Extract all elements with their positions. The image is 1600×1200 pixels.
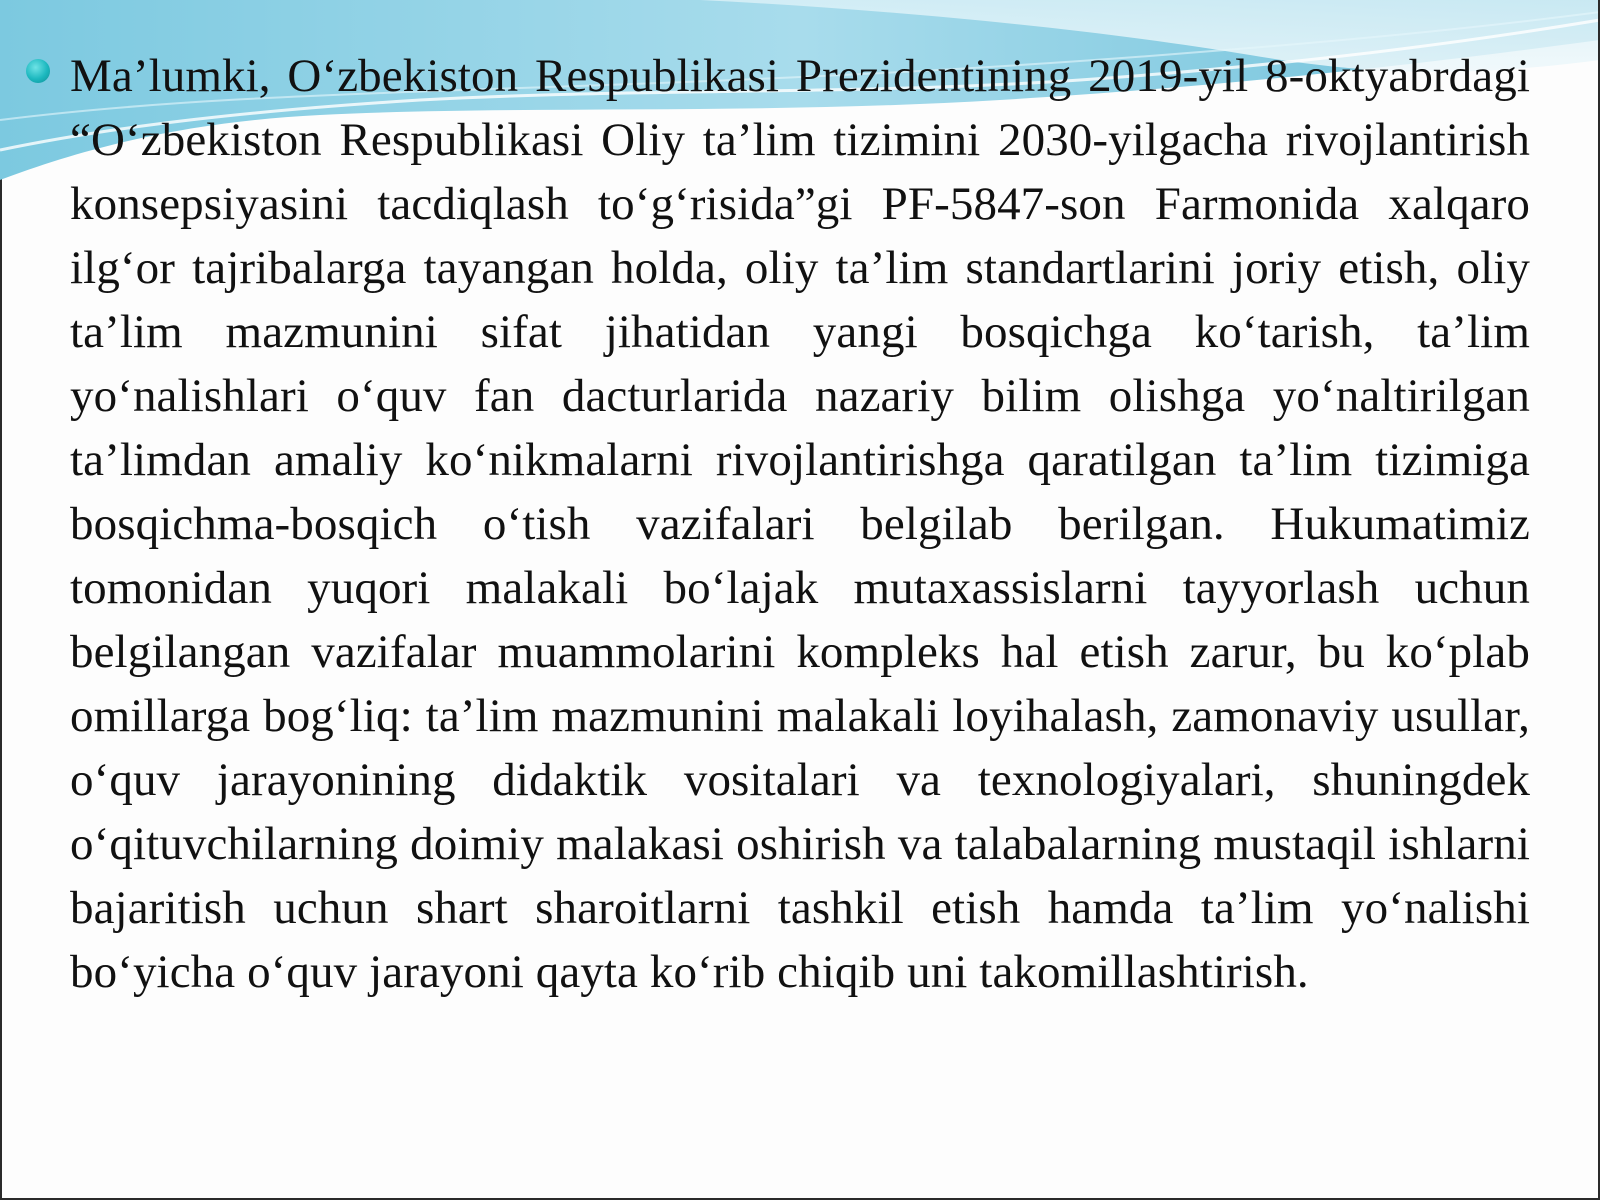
slide-content: [70, 44, 1530, 1004]
bullet-paragraph: Ma’lumki, O‘zbekiston Respublikasi Prezidentining 2019-yil 8-oktyabrdagi “O‘zbekiston Respublikasi Oliy ta’lim tizimini 2030-yilgacha rivojlantirish konsepsiyasini tacdiqlash to‘g‘risida”gi PF-5847-son Farmonida xalqaro ilg‘or tajribalarga tayangan holda, oliy ta’lim standartlarini joriy etish, oliy ta’lim mazmunini sifat jihatidan yangi bosqichga ko‘tarish, ta’lim yo‘nalishlari o‘quv fan dacturlarida nazariy bilim olishga yo‘naltirilgan ta’limdan amaliy ko‘nikmalarni rivojlantirishga qaratilgan ta’lim tizimiga bosqichma-bosqich o‘tish vazifalari belgilab berilgan. Hukumatimiz tomonidan yuqori malakali bo‘lajak mutaxassislarni tayyorlash uchun belgilangan vazifalar muammolarini kompleks hal etish zarur, bu ko‘plab omillarga bog‘liq: ta’lim mazmunini malakali loyihalash, zamonaviy usullar, o‘quv jarayonining didaktik vositalari va texnologiyalari, shuningdek o‘qituvchilarning doimiy malakasi oshirish va talabalarning mustaqil ishlarni bajaritish uchun shart sharoitlarni tashkil etish hamda ta’lim yo‘nalishi bo‘yicha o‘quv jarayoni qayta ko‘rib chiqib uni takomillashtirish.: [70, 50, 1530, 998]
teal-circle-bullet-icon: [26, 59, 50, 83]
bullet-item: [70, 44, 1530, 1004]
